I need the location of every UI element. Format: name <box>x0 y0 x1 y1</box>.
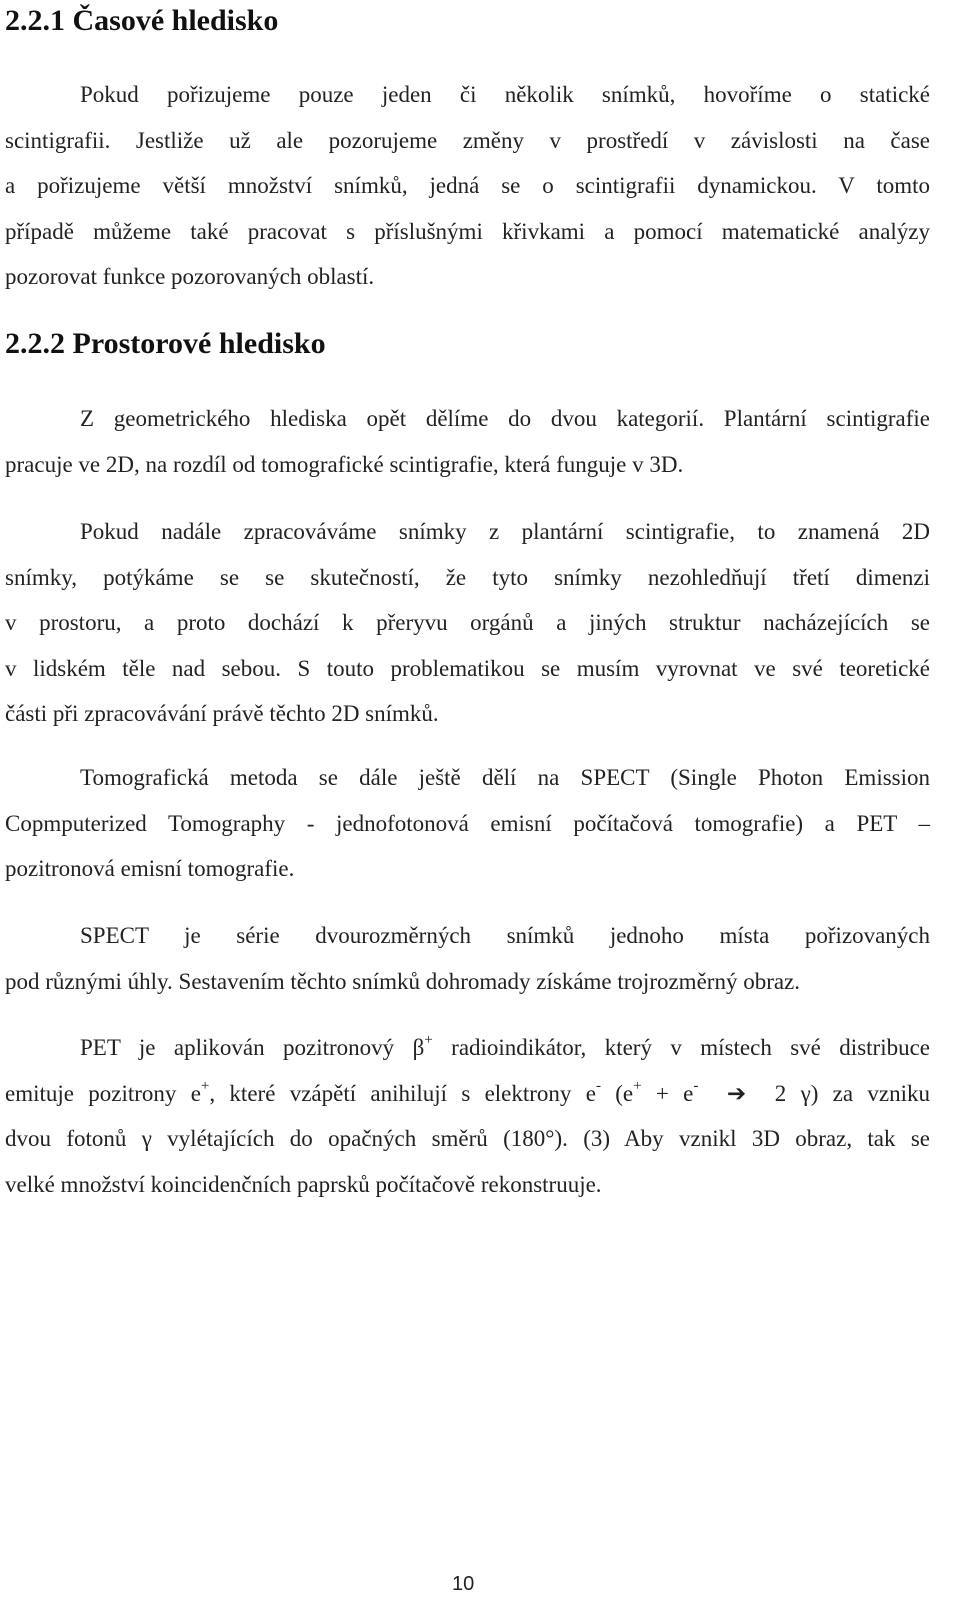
text-line: v prostoru, a proto dochází k přeryvu orgánů a jiných struktur nacházejících se <box>5 610 930 635</box>
text-line <box>5 1025 930 1071</box>
superscript: - <box>595 1077 601 1094</box>
page-number: 10 <box>452 1573 475 1595</box>
text-line: části při zpracovávání právě těchto 2D snímků. <box>5 701 439 726</box>
paragraph-planar <box>5 509 930 737</box>
text-run: radioindikátor, který v místech své distribuce <box>432 1035 931 1060</box>
text-run: emituje pozitrony e <box>5 1080 201 1106</box>
text-line: pozorovat funkce pozorovaných oblastí. <box>5 264 375 289</box>
text-line: pracuje ve 2D, na rozdíl od tomografické scintigrafie, která funguje v 3D. <box>5 451 684 477</box>
text-line <box>5 1071 930 1117</box>
text-line: pod různými úhly. Sestavením těchto snímků dohromady získáme trojrozměrný obraz. <box>5 968 801 994</box>
text-line: snímky, potýkáme se se skutečností, že tyto snímky nezohledňují třetí dimenzi <box>5 564 930 590</box>
superscript: + <box>633 1077 642 1094</box>
text-line: SPECT je série dvourozměrných snímků jednoho místa pořizovaných <box>80 923 930 948</box>
text-line: Z geometrického hlediska opět dělíme do dvou kategorií. Plantární scintigrafie <box>80 406 930 431</box>
text-line: Pokud nadále zpracováváme snímky z plantární scintigrafie, to znamená 2D <box>80 519 930 544</box>
text-line: velké množství koincidenčních paprsků počítačově rekonstruuje. <box>5 1171 602 1197</box>
text-line: Pokud pořizujeme pouze jeden či několik snímků, hovoříme o statické <box>80 82 930 107</box>
paragraph-time-aspect <box>5 72 930 300</box>
paragraph-tomographic <box>5 755 930 892</box>
text-line: Copmputerized Tomography - jednofotonová emisní počítačová tomografie) a PET – <box>5 810 930 836</box>
arrow-icon: ➔ <box>698 1080 775 1106</box>
paragraph-pet <box>5 1025 930 1207</box>
text-run: , které vzápětí anihilují s elektrony e <box>209 1080 596 1106</box>
text-run: 2 γ) za vzniku <box>774 1080 930 1106</box>
paragraph-geometric <box>5 396 930 487</box>
text-run: + e <box>641 1080 694 1106</box>
text-line: Tomografická metoda se dále ještě dělí na SPECT (Single Photon Emission <box>80 765 930 790</box>
text-run: (e <box>600 1080 634 1106</box>
section-heading-spatial: 2.2.2 Prostorové hledisko <box>5 327 326 360</box>
text-line: pozitronová emisní tomografie. <box>5 856 295 881</box>
superscript: + <box>424 1032 433 1049</box>
text-line: dvou fotonů γ vylétajících do opačných směrů (180°). (3) Aby vznikl 3D obraz, tak se <box>5 1126 930 1151</box>
text-run: PET je aplikován pozitronový β <box>80 1035 425 1060</box>
text-line: případě můžeme také pracovat s příslušnými křivkami a pomocí matematické analýzy <box>5 218 930 244</box>
text-line: a pořizujeme větší množství snímků, jedná se o scintigrafii dynamickou. V tomto <box>5 173 930 198</box>
text-line: v lidském těle nad sebou. S touto problematikou se musím vyrovnat ve své teoretické <box>5 655 930 681</box>
superscript: + <box>200 1077 210 1094</box>
text-line: scintigrafii. Jestliže už ale pozorujeme změny v prostředí v závislosti na čase <box>5 127 930 153</box>
superscript: - <box>693 1077 699 1094</box>
section-heading-time: 2.2.1 Časové hledisko <box>5 4 279 37</box>
paragraph-spect <box>5 913 930 1004</box>
